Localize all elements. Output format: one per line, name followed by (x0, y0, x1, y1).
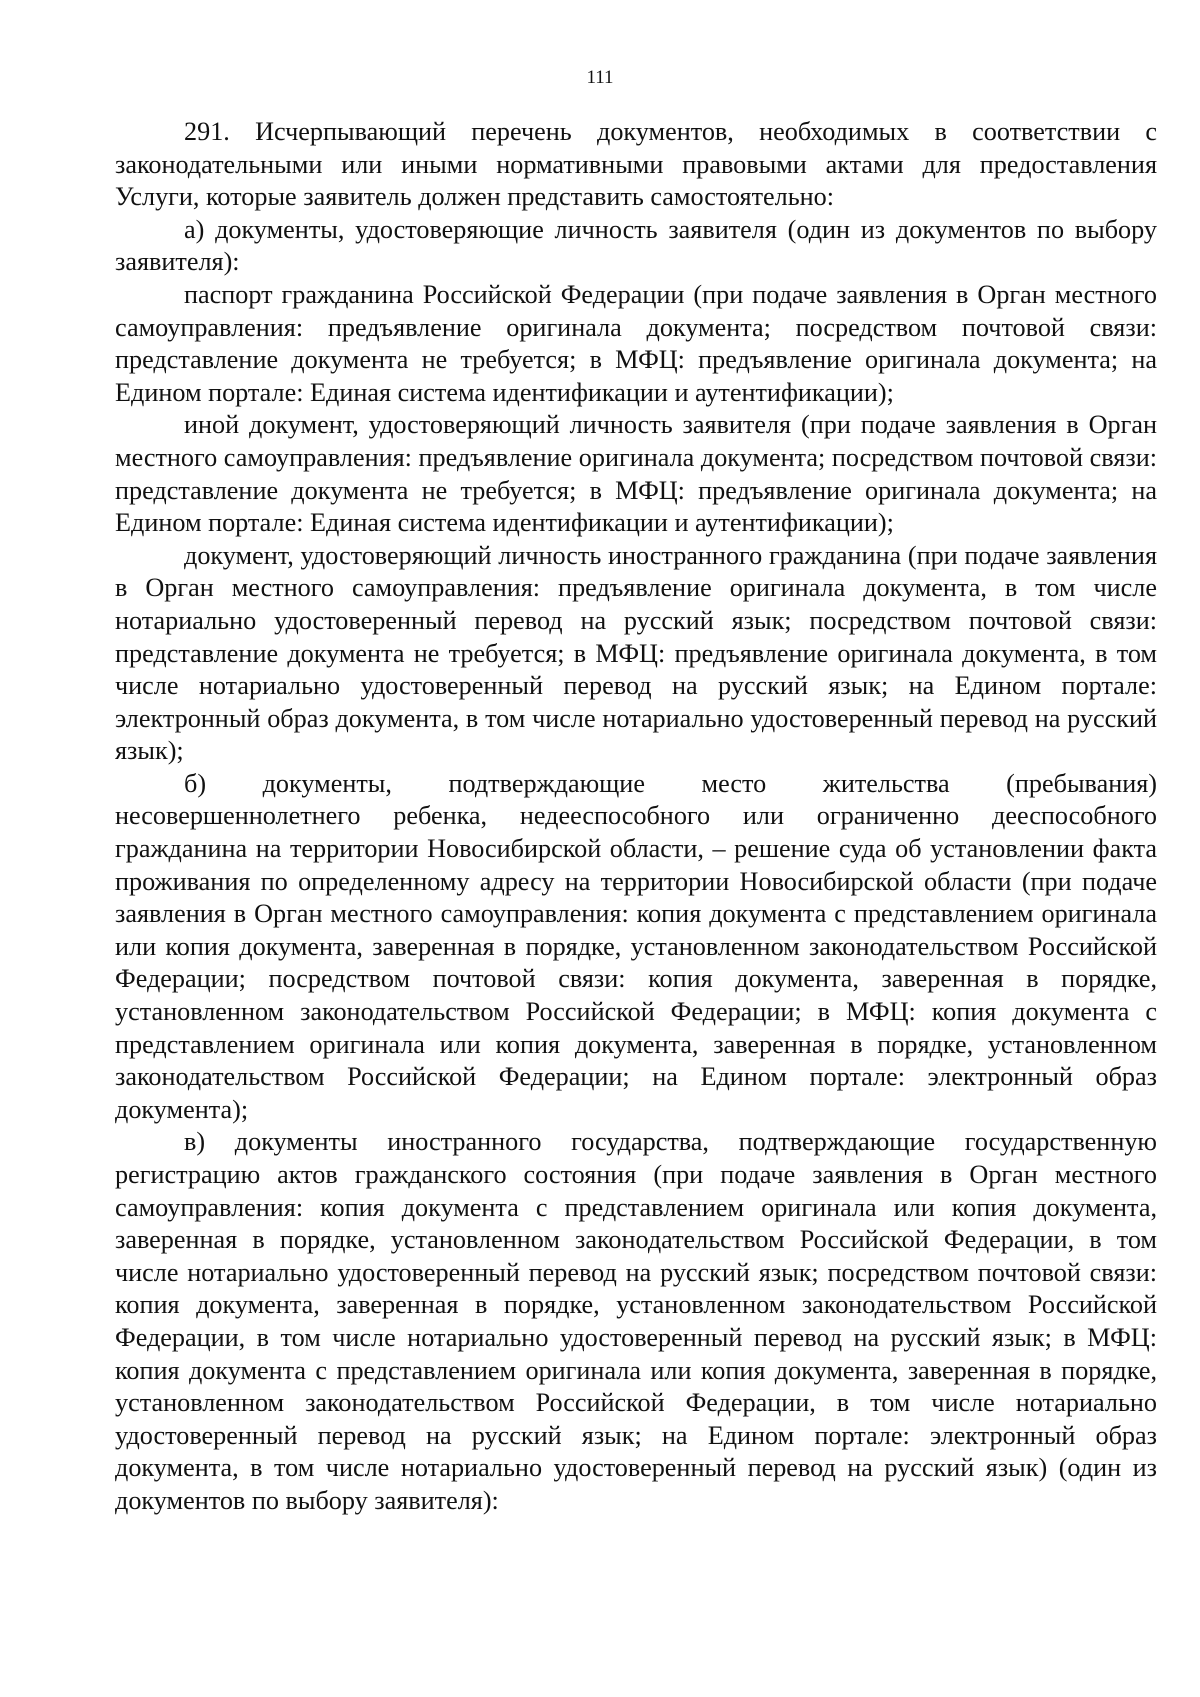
paragraph-subitem-a: а) документы, удостоверяющие личность заявителя (один из документов по выбору заявителя): (115, 214, 1157, 277)
paragraph-subitem-v: в) документы иностранного государства, подтверждающие государственную регистрацию актов гражданского состояния (при подаче заявления в Орган местного самоуправления: копия документа с представлением оригинала или копия документа, заверенная в порядке, установленном законодательством Российской Федерации, в том числе нотариально удостоверенный перевод на русский язык; посредством почтовой связи: копия документа, заверенная в порядке, установленном законодательством Российской Федерации, в том числе нотариально удостоверенный перевод на русский язык; в МФЦ: копия документа с представлением оригинала или копия документа, заверенная в порядке, установленном законодательством Российской Федерации, в том числе нотариально удостоверенный перевод на русский язык; на Едином портале: электронный образ документа, в том числе нотариально удостоверенный перевод на русский язык) (один из документов по выбору заявителя): (115, 1127, 1157, 1515)
page-number: 111 (586, 67, 614, 88)
paragraph-other-id-document: иной документ, удостоверяющий личность заявителя (при подаче заявления в Орган местного самоуправления: предъявление оригинала документа; посредством почтовой связи: представление документа не требуется; в МФЦ: предъявление оригинала документа; на Едином портале: Единая система идентификации и аутентификации); (115, 410, 1157, 538)
document-body (115, 116, 1157, 1518)
paragraph-subitem-b: б) документы, подтверждающие место жительства (пребывания) несовершеннолетнего ребенка, недееспособного или ограниченно дееспособного гражданина на территории Новосибирской области, – решение суда об установлении факта проживания по определенному адресу на территории Новосибирской области (при подаче заявления в Орган местного самоуправления: копия документа с представлением оригинала или копия документа, заверенная в порядке, установленном законодательством Российской Федерации; посредством почтовой связи: копия документа, заверенная в порядке, установленном законодательством Российской Федерации; в МФЦ: копия документа с представлением оригинала или копия документа, заверенная в порядке, установленном законодательством Российской Федерации; на Едином портале: электронный образ документа); (115, 768, 1157, 1124)
paragraph-item-291: 291. Исчерпывающий перечень документов, необходимых в соответствии с законодательными или иными нормативными правовыми актами для предоставления Услуги, которые заявитель должен представить самостоятельно: (115, 117, 1157, 212)
paragraph-passport-rf: паспорт гражданина Российской Федерации (при подаче заявления в Орган местного самоуправления: предъявление оригинала документа; посредством почтовой связи: представление документа не требуется; в МФЦ: предъявление оригинала документа; на Едином портале: Единая система идентификации и аутентификации); (115, 279, 1157, 407)
paragraph-foreign-citizen-id: документ, удостоверяющий личность иностранного гражданина (при подаче заявления в Орган местного самоуправления: предъявление оригинала документа, в том числе нотариально удостоверенный перевод на русский язык; посредством почтовой связи: представление документа не требуется; в МФЦ: предъявление оригинала документа, в том числе нотариально удостоверенный перевод на русский язык; на Едином портале: электронный образ документа, в том числе нотариально удостоверенный перевод на русский язык); (115, 540, 1157, 766)
